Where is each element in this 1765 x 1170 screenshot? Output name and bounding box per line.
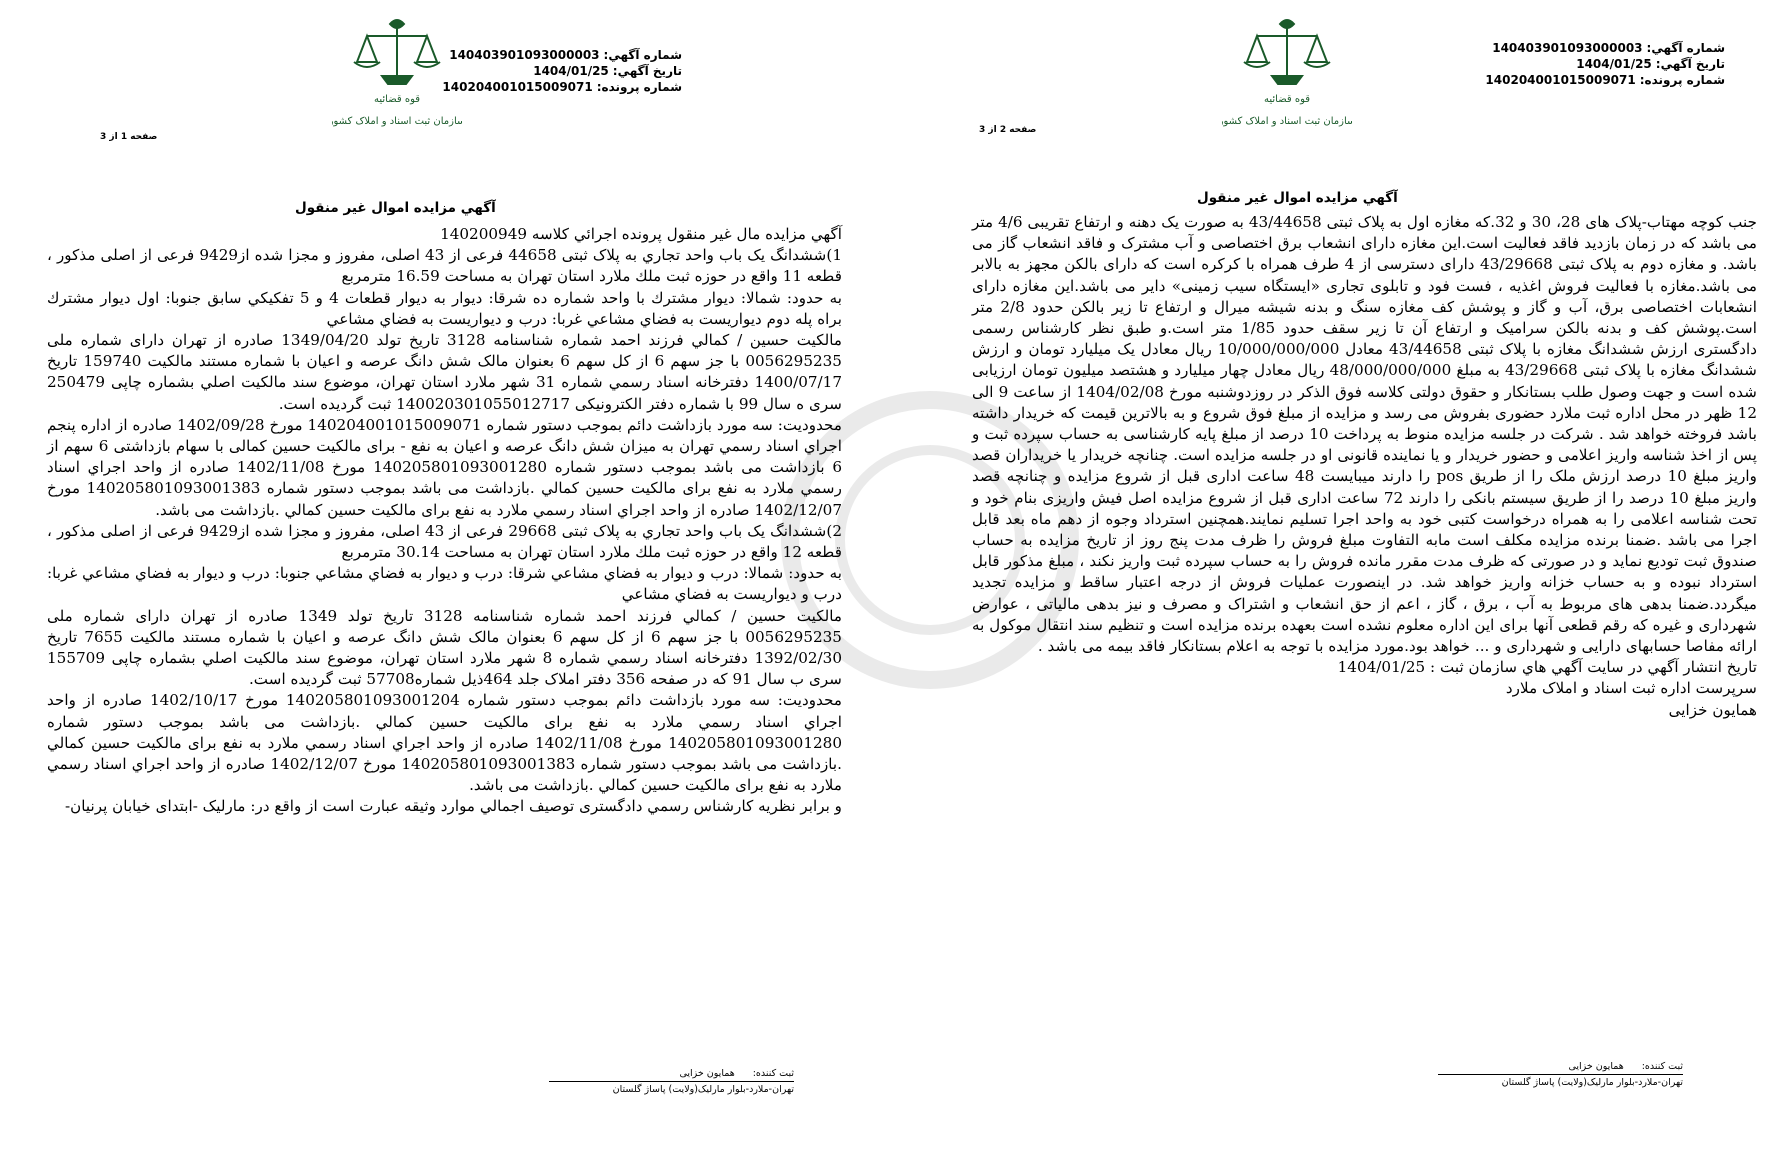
notice-number: 140403901093000003 (1492, 41, 1643, 55)
notice-date-row: تاريخ آگهي: 1404/01/25 (1576, 57, 1725, 71)
file-number-row: شماره پرونده: 140204001015009071 (442, 80, 682, 94)
registrar-name: همايون خزايی (679, 1068, 735, 1079)
signer-name: همايون خزايی (1668, 700, 1757, 719)
page-title: آگهي مزايده اموال غير منقول (295, 200, 496, 216)
judiciary-emblem (1222, 14, 1352, 134)
paragraph: مالكيت حسين / كمالي فرزند احمد شماره شناسنامه 3128 تاريخ تولد 1349/04/20 صادره از تهران دارای شماره ملی 0056295235 با جز سهم 6 از كل سهم 6 بعنوان مالک شش دانگ عرصه و اعيان با شماره مستند مالكيت 159740 تاريخ 1400/07/17 دفترخانه اسناد رسمي شماره 31 شهر ملارد استان تهران، موضوع سند مالكيت اصلي بشماره چاپی 250479 سری ه سال 99 با شماره دفتر الكترونيكی 140020301055012717 ثبت گرديده است. (47, 331, 843, 413)
notice-header (1485, 40, 1725, 88)
paragraph: آگهي مزايده مال غير منقول پرونده اجرائي كلاسه 140200949 (440, 225, 842, 243)
footer-divider (549, 1081, 794, 1082)
page-number: صفحه 2 از 3 (979, 125, 1037, 135)
page-1 (0, 0, 882, 1170)
paragraph: محدوديت: سه مورد بازداشت دائم بموجب دستور شماره 140205801093001204 مورخ 1402/10/17 صادره از واحد اجراي اسناد رسمي ملارد به نفع برای مالكيت حسين كمالي .بازداشت می باشد بموجب دستور شماره 140205801093001280 مورخ 1402/11/08 صادره از واحد اجراي اسناد رسمي ملارد به نفع برای مالكيت حسين كمالي .بازداشت می باشد بموجب دستور شماره 140205801093001383 مورخ 1402/12/07 صادره از واحد اجراي اسناد رسمي ملارد به نفع برای مالكيت حسين كمالي .بازداشت می باشد. (47, 691, 843, 795)
paragraph: 2)ششدانگ يک باب واحد تجاري به پلاک ثبتی 29668 فرعی از 43 اصلی، مفروز و مجزا شده از9429 فرعی از اصلی مذكور ، قطعه 12 واقع در حوزه ثبت ملك ملارد استان تهران به مساحت 30.14 مترمربع (47, 521, 843, 562)
registrar-row: ثبت كننده: همايون خزايی (679, 1068, 794, 1079)
page-number: صفحه 1 از 3 (100, 132, 158, 142)
notice-header (442, 47, 682, 95)
registrar-row: ثبت كننده: همايون خزايی (1568, 1061, 1683, 1072)
signer-title: سرپرست اداره ثبت اسناد و املاک ملارد (1505, 679, 1757, 698)
paragraph: 1)ششدانگ يک باب واحد تجاري به پلاک ثبتی 44658 فرعی از 43 اصلی، مفروز و مجزا شده از9429 فرعی از اصلی مذكور ، قطعه 11 واقع در حوزه ثبت ملك ملارد استان تهران به مساحت 16.59 مترمربع (47, 246, 843, 286)
page-footer (549, 1067, 794, 1096)
page-title: آگهي مزايده اموال غير منقول (1197, 190, 1398, 206)
notice-date: 1404/01/25 (533, 64, 609, 78)
notice-number-row: شماره آگهي: 140403901093000003 (1492, 41, 1725, 55)
paragraph: مالكيت حسين / كمالي فرزند احمد شماره شناسنامه 3128 تاريخ تولد 1349 صادره از تهران دارای شماره ملی 0056295235 با جز سهم 6 از كل سهم 6 بعنوان مالک شش دانگ عرصه و اعيان با شماره مستند مالكيت 7655 تاريخ 1392/02/30 دفترخانه اسناد رسمي شماره 8 شهر ملارد استان تهران، موضوع سند مالكيت اصلي بشماره چاپی 155709 سری ب سال 91 كه در صفحه 356 دفتر املاک جلد 464ذيل شماره57708 ثبت گرديده است. (47, 606, 843, 689)
publication-date: 1404/01/25 (1337, 658, 1426, 677)
notice-body (47, 224, 842, 818)
registrar-name: همايون خزايی (1568, 1061, 1624, 1072)
paragraph: جنب كوچه مهتاب-پلاک های 28، 30 و 32.كه مغازه اول به پلاک ثبتی 43/44658 به صورت يک دهنه و ارتفاع تقريبی 4/6 متر می باشد كه در زمان بازديد فاقد فعاليت است.اين مغازه دارای انشعاب برق اختصاصی و آب مشترک و فاقد انشعاب گاز می باشد. و مغازه دوم به پلاک ثبتی 43/29668 دارای دسترسی از 4 طرف همراه با كركره است كه دارای بالكن مجهز به بالابر می باشد.مغازه با فعاليت فروش اغذيه ، فست فود و تابلوی تجاری «ايستگاه سيب زمينی» داير می باشد.اين مغازه دارای انشعابات اختصاصی برق، آب و گاز و پوشش كف مغازه سنگ و بدنه شيشه ميرال و ارتفاع تا زير بالكن حدود 2/8 متر است.پوشش كف و بدنه بالكن سراميک و ارتفاع آن تا زير سقف حدود 1/85 متر است.و طبق نظر كارشناس رسمی دادگستری ارزش ششدانگ مغازه با پلاک ثبتی 43/44658 معادل 10/000/000/000 ريال معادل يک ميليارد تومان و ارزش ششدانگ مغازه با پلاک ثبتی 43/29668 به مبلغ 48/000/000/000 ريال معادل چهار ميليارد و هشتصد ميليون تومان ارزيابی شده است و جهت وصول طلب بستانكار و حقوق دولتی كلاسه فوق الذكر در روزدوشنبه مورخ 1404/02/08 از ساعت 9 الی 12 ظهر در محل اداره ثبت ملارد حضوری بفروش می رسد و مزايده از مبلغ فوق شروع و به بالاترين قيمت كه خريدار داشته باشد فروخته خواهد شد . شركت در جلسه مزايده منوط به پرداخت 10 درصد از مبلغ پايه كارشناسی به حساب سپرده ثبت و پس از اخذ شناسه واريز اعلامی و حضور خريدار و يا نماينده قانونی او در جلسه مزايده است. چنانچه خريدار يا خريداران قصد واريز مبلغ 10 درصد ارزش ملک را از طريق pos را دارند ميبايست 48 ساعت اداری قبل از شروع مزايده و چنانچه قصد واريز مبلغ 10 درصد را از طريق سيستم بانكی را دارند 72 ساعت اداری قبل از شروع مزايده اصل فيش واريزی بنام خود و تحت شناسه اعلامی را به همراه درخواست كتبی خود به واحد اجرا تسليم نمايند.همچنين استرداد وجوه از دهم ماه بعد قابل اجرا می باشد .ضمنا برنده مزايده مكلف است مابه التفاوت مبلغ فروش را ظرف مدت پنج روز از تاريخ مزايده به حساب صندوق ثبت توديع نمايد و در صورتی كه ظرف مدت مقرر مانده فروش را به حساب سپرده ثبت واريز نكند ، مبلغ مذكور قابل استرداد نبوده و به حساب خزانه واريز خواهد شد. در اينصورت عمليات فروش از درجه اعتبار ساقط و مزايده تجديد ميگردد.ضمنا بدهی های مربوط به آب ، برق ، گاز ، اعم از حق انشعاب و اشتراک و مصرف و نيز بدهی مالياتی ، عوارض شهرداری و غيره كه رقم قطعی آنها برای اين اداره معلوم نشده است بعهده برنده مزايده است و تنظيم سند انتقال موكول به ارائه مفاصا حسابهای دارايی و شهرداری و ... خواهد بود.مورد مزايده با توجه به اعلام بستانكار فاقد بيمه می باشد . (972, 213, 1758, 656)
notice-body (972, 212, 1757, 721)
page-2 (882, 0, 1765, 1170)
file-number-row: شماره پرونده: 140204001015009071 (1485, 73, 1725, 87)
paragraph: به حدود: شمالا: درب و ديوار به فضاي مشاعي شرقا: درب و ديوار به فضاي مشاعي جنوبا: درب و ديوار به فضاي مشاعي غربا: درب و ديواريست به فضاي مشاعي (47, 564, 842, 604)
file-number: 140204001015009071 (1485, 73, 1636, 87)
svg-text:قوه قضائیه: قوه قضائیه (373, 94, 421, 105)
notice-number-row: شماره آگهي: 140403901093000003 (449, 48, 682, 62)
notice-number: 140403901093000003 (449, 48, 600, 62)
svg-text:سازمان ثبت اسناد و املاک کشور: سازمان ثبت اسناد و املاک کشور (332, 116, 462, 127)
publication-row: تاريخ انتشار آگهي در سايت آگهي هاي سازمان ثبت : 1404/01/25 (1337, 658, 1757, 677)
paragraph: محدوديت: سه مورد بازداشت دائم بموجب دستور شماره 140204001015009071 مورخ 1402/09/28 صادره از اداره پنجم اجراي اسناد رسمي تهران به ميزان شش دانگ عرصه و اعيان به نفع - برای مالكيت حسين كمالی با سهام بازداشتی 6 سهم از 6 بازداشت می باشد بموجب دستور شماره 140205801093001280 مورخ 1402/11/08 صادره از واحد اجراي اسناد رسمي ملارد به نفع برای مالكيت حسين كمالي .بازداشت می باشد بموجب دستور شماره 140205801093001383 مورخ 1402/12/07 صادره از واحد اجراي اسناد رسمي ملارد به نفع برای مالكيت حسين كمالي .بازداشت می باشد. (47, 415, 843, 519)
paragraph: به حدود: شمالا: ديوار مشترك با واحد شماره ده شرقا: ديوار به ديوار قطعات 4 و 5 تفكيكي سابق جنوبا: اول ديوار مشترك براه پله دوم ديواريست به فضاي مشاعي غربا: درب و ديواريست به فضاي مشاعي (47, 288, 842, 328)
svg-text:قوه قضائیه: قوه قضائیه (1263, 94, 1311, 105)
page-footer (1438, 1060, 1683, 1089)
signature-block (972, 657, 1757, 721)
notice-date: 1404/01/25 (1576, 57, 1652, 71)
file-number: 140204001015009071 (442, 80, 593, 94)
paragraph: و برابر نظريه كارشناس رسمي دادگستری توصيف اجمالي موارد وثيقه عبارت است از واقع در: مارليک -ابتدای خيابان پرنيان- (65, 797, 842, 816)
svg-text:سازمان ثبت اسناد و املاک کشور: سازمان ثبت اسناد و املاک کشور (1222, 116, 1352, 127)
footer-address: تهران-ملارد-بلوار مارليک(ولايت) پاساژ گلستان (612, 1084, 794, 1095)
footer-divider (1438, 1074, 1683, 1075)
notice-date-row: تاريخ آگهي: 1404/01/25 (533, 64, 682, 78)
scales-of-justice-icon (1222, 14, 1352, 134)
footer-address: تهران-ملارد-بلوار مارليک(ولايت) پاساژ گلستان (1501, 1077, 1683, 1088)
